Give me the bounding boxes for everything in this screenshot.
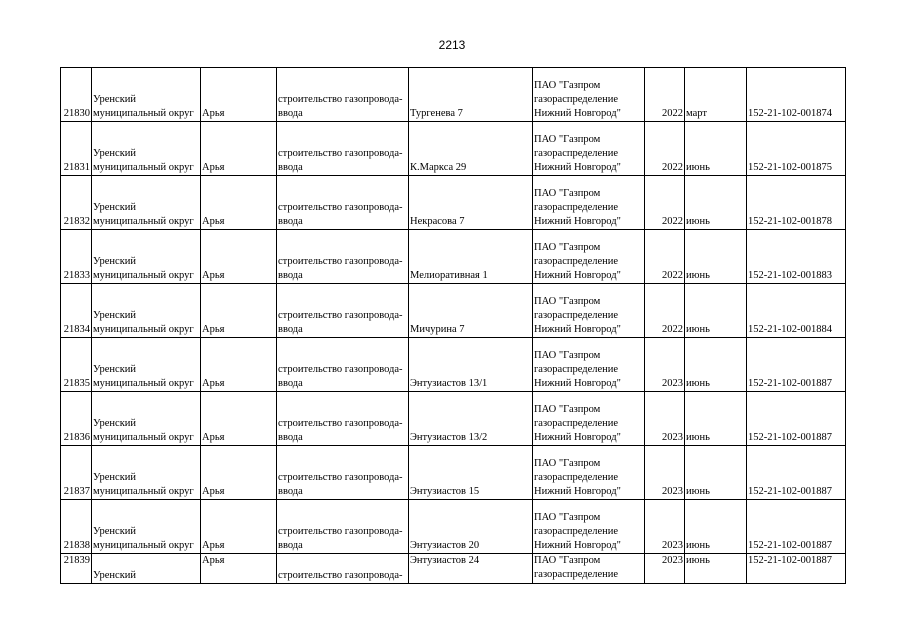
district-cell-line: муниципальный округ: [93, 540, 194, 551]
district-cell-line: Уренский: [93, 256, 137, 267]
organization-cell-line: ПАО "Газпром: [534, 555, 601, 566]
district-cell-line: муниципальный округ: [93, 432, 194, 443]
organization-cell-line: газораспределение: [534, 364, 619, 375]
district-cell-line: Уренский: [93, 418, 137, 429]
table-row: [61, 230, 846, 284]
organization-cell-line: ПАО "Газпром: [534, 350, 601, 361]
locality-cell-line: Арья: [202, 486, 225, 497]
locality-cell: [201, 338, 277, 392]
year-cell-line: 2023: [662, 540, 683, 551]
year-cell-line: 2023: [662, 555, 683, 566]
organization-cell-line: ПАО "Газпром: [534, 404, 601, 415]
address-cell-line: Энтузиастов 20: [410, 540, 480, 551]
month-cell-line: июнь: [686, 540, 710, 551]
district-cell: [92, 284, 201, 338]
work-type-cell-line: ввода: [278, 108, 303, 119]
work-type-cell-line: строительство газопровода-: [278, 256, 403, 267]
year-cell: [645, 176, 685, 230]
year-cell-line: 2023: [662, 378, 683, 389]
code-cell: [747, 68, 846, 122]
year-cell: [645, 554, 685, 584]
address-cell-line: Энтузиастов 13/1: [410, 378, 488, 389]
code-cell: [747, 446, 846, 500]
district-cell: [92, 230, 201, 284]
table-row: [61, 500, 846, 554]
district-cell-line: муниципальный округ: [93, 378, 194, 389]
row-number-cell-line: 21831: [63, 162, 90, 173]
district-cell-line: муниципальный округ: [93, 162, 194, 173]
code-cell-line: 152-21-102-001887: [748, 432, 832, 443]
district-cell-line: муниципальный округ: [93, 270, 194, 281]
organization-cell: [533, 392, 645, 446]
row-number-cell-line: 21832: [63, 216, 90, 227]
row-number-cell: [61, 500, 92, 554]
work-type-cell-line: строительство газопровода-: [278, 364, 403, 375]
row-number-cell: [61, 230, 92, 284]
work-type-cell-line: ввода: [278, 216, 303, 227]
organization-cell-line: газораспределение: [534, 94, 619, 105]
locality-cell: [201, 230, 277, 284]
work-type-cell: [277, 338, 409, 392]
district-cell-line: Уренский: [93, 94, 137, 105]
organization-cell-line: Нижний Новгород": [534, 378, 621, 389]
locality-cell-line: Арья: [202, 162, 225, 173]
year-cell-line: 2022: [662, 216, 683, 227]
address-cell: [409, 446, 533, 500]
month-cell: [685, 392, 747, 446]
organization-cell-line: ПАО "Газпром: [534, 458, 601, 469]
district-cell-line: Уренский: [93, 526, 137, 537]
district-cell-line: Уренский: [93, 310, 137, 321]
month-cell: [685, 68, 747, 122]
organization-cell: [533, 230, 645, 284]
organization-cell-line: ПАО "Газпром: [534, 512, 601, 523]
year-cell-line: 2022: [662, 324, 683, 335]
organization-cell: [533, 122, 645, 176]
district-cell: [92, 446, 201, 500]
month-cell: [685, 554, 747, 584]
district-cell: [92, 68, 201, 122]
work-type-cell: [277, 122, 409, 176]
table-row: [61, 446, 846, 500]
organization-cell-line: газораспределение: [534, 569, 619, 580]
table-row: [61, 122, 846, 176]
locality-cell-line: Арья: [202, 378, 225, 389]
organization-cell-line: газораспределение: [534, 310, 619, 321]
organization-cell-line: газораспределение: [534, 526, 619, 537]
organization-cell: [533, 68, 645, 122]
year-cell: [645, 338, 685, 392]
registry-table: [60, 67, 846, 584]
work-type-cell: [277, 392, 409, 446]
row-number-cell: [61, 176, 92, 230]
work-type-cell: [277, 500, 409, 554]
organization-cell-line: газораспределение: [534, 256, 619, 267]
district-cell: [92, 122, 201, 176]
code-cell: [747, 122, 846, 176]
district-cell-line: Уренский: [93, 148, 137, 159]
district-cell-line: Уренский: [93, 364, 137, 375]
locality-cell-line: Арья: [202, 108, 225, 119]
row-number-cell-line: 21835: [63, 378, 90, 389]
row-number-cell-line: 21830: [63, 108, 90, 119]
code-cell-line: 152-21-102-001878: [748, 216, 832, 227]
organization-cell-line: Нижний Новгород": [534, 162, 621, 173]
month-cell-line: июнь: [686, 324, 710, 335]
organization-cell: [533, 284, 645, 338]
row-number-cell-line: 21833: [63, 270, 90, 281]
locality-cell: [201, 554, 277, 584]
table-row: [61, 68, 846, 122]
address-cell-line: Мичурина 7: [410, 324, 465, 335]
code-cell-line: 152-21-102-001883: [748, 270, 832, 281]
work-type-cell-line: строительство газопровода-: [278, 418, 403, 429]
organization-cell: [533, 500, 645, 554]
table-row: [61, 176, 846, 230]
district-cell: [92, 554, 201, 584]
month-cell: [685, 122, 747, 176]
district-cell: [92, 392, 201, 446]
organization-cell-line: ПАО "Газпром: [534, 242, 601, 253]
locality-cell-line: Арья: [202, 270, 225, 281]
code-cell-line: 152-21-102-001887: [748, 555, 832, 566]
code-cell: [747, 230, 846, 284]
code-cell: [747, 338, 846, 392]
organization-cell-line: газораспределение: [534, 202, 619, 213]
work-type-cell-line: ввода: [278, 432, 303, 443]
code-cell-line: 152-21-102-001874: [748, 108, 832, 119]
month-cell: [685, 446, 747, 500]
address-cell: [409, 176, 533, 230]
work-type-cell: [277, 68, 409, 122]
row-number-cell: [61, 338, 92, 392]
locality-cell: [201, 68, 277, 122]
address-cell-line: Мелиоративная 1: [410, 270, 488, 281]
address-cell-line: Энтузиастов 15: [410, 486, 480, 497]
row-number-cell: [61, 392, 92, 446]
code-cell: [747, 392, 846, 446]
table-row: [61, 392, 846, 446]
page-number: 2213: [438, 38, 466, 52]
district-cell-line: Уренский: [93, 202, 137, 213]
address-cell-line: Некрасова 7: [410, 216, 465, 227]
row-number-cell: [61, 284, 92, 338]
row-number-cell: [61, 554, 92, 584]
organization-cell-line: Нижний Новгород": [534, 270, 621, 281]
work-type-cell-line: ввода: [278, 270, 303, 281]
code-cell-line: 152-21-102-001887: [748, 540, 832, 551]
year-cell: [645, 392, 685, 446]
work-type-cell-line: ввода: [278, 540, 303, 551]
address-cell: [409, 338, 533, 392]
work-type-cell-line: строительство газопровода-: [278, 94, 403, 105]
work-type-cell: [277, 284, 409, 338]
address-cell-line: Энтузиастов 24: [410, 555, 480, 566]
work-type-cell-line: строительство газопровода-: [278, 310, 403, 321]
code-cell: [747, 176, 846, 230]
month-cell-line: июнь: [686, 555, 710, 566]
address-cell: [409, 284, 533, 338]
work-type-cell-line: строительство газопровода-: [278, 472, 403, 483]
district-cell-line: Уренский: [93, 472, 137, 483]
year-cell: [645, 68, 685, 122]
district-cell: [92, 338, 201, 392]
code-cell-line: 152-21-102-001887: [748, 486, 832, 497]
month-cell: [685, 230, 747, 284]
organization-cell-line: Нижний Новгород": [534, 216, 621, 227]
locality-cell: [201, 176, 277, 230]
month-cell: [685, 176, 747, 230]
month-cell: [685, 500, 747, 554]
organization-cell: [533, 554, 645, 584]
row-number-cell: [61, 122, 92, 176]
code-cell: [747, 500, 846, 554]
address-cell: [409, 554, 533, 584]
locality-cell-line: Арья: [202, 216, 225, 227]
month-cell-line: июнь: [686, 162, 710, 173]
district-cell-line: муниципальный округ: [93, 108, 194, 119]
row-number-cell-line: 21838: [63, 540, 90, 551]
district-cell: [92, 176, 201, 230]
work-type-cell-line: строительство газопровода-: [278, 526, 403, 537]
address-cell: [409, 68, 533, 122]
organization-cell-line: Нижний Новгород": [534, 324, 621, 335]
year-cell-line: 2022: [662, 270, 683, 281]
year-cell-line: 2023: [662, 486, 683, 497]
year-cell: [645, 122, 685, 176]
district-cell: [92, 500, 201, 554]
locality-cell: [201, 122, 277, 176]
address-cell-line: Энтузиастов 13/2: [410, 432, 488, 443]
work-type-cell-line: строительство газопровода-: [278, 570, 403, 581]
work-type-cell-line: ввода: [278, 162, 303, 173]
row-number-cell-line: 21837: [63, 486, 90, 497]
organization-cell-line: ПАО "Газпром: [534, 134, 601, 145]
organization-cell-line: ПАО "Газпром: [534, 188, 601, 199]
locality-cell: [201, 446, 277, 500]
address-cell: [409, 230, 533, 284]
month-cell-line: июнь: [686, 216, 710, 227]
year-cell: [645, 230, 685, 284]
organization-cell-line: газораспределение: [534, 418, 619, 429]
code-cell-line: 152-21-102-001884: [748, 324, 832, 335]
organization-cell-line: ПАО "Газпром: [534, 80, 601, 91]
year-cell-line: 2023: [662, 432, 683, 443]
locality-cell: [201, 500, 277, 554]
month-cell-line: июнь: [686, 378, 710, 389]
month-cell: [685, 284, 747, 338]
year-cell-line: 2022: [662, 108, 683, 119]
table-row: [61, 554, 846, 584]
code-cell-line: 152-21-102-001887: [748, 378, 832, 389]
row-number-cell: [61, 446, 92, 500]
organization-cell: [533, 176, 645, 230]
locality-cell-line: Арья: [202, 555, 225, 566]
work-type-cell-line: ввода: [278, 486, 303, 497]
locality-cell-line: Арья: [202, 540, 225, 551]
work-type-cell: [277, 230, 409, 284]
year-cell: [645, 284, 685, 338]
district-cell-line: муниципальный округ: [93, 324, 194, 335]
year-cell-line: 2022: [662, 162, 683, 173]
organization-cell-line: Нижний Новгород": [534, 108, 621, 119]
district-cell-line: муниципальный округ: [93, 486, 194, 497]
work-type-cell: [277, 446, 409, 500]
address-cell-line: К.Маркса 29: [410, 162, 467, 173]
month-cell-line: июнь: [686, 270, 710, 281]
work-type-cell-line: строительство газопровода-: [278, 148, 403, 159]
organization-cell: [533, 446, 645, 500]
work-type-cell-line: строительство газопровода-: [278, 202, 403, 213]
organization-cell-line: Нижний Новгород": [534, 540, 621, 551]
organization-cell-line: газораспределение: [534, 148, 619, 159]
district-cell-line: Уренский: [93, 570, 137, 581]
month-cell-line: март: [686, 108, 707, 119]
year-cell: [645, 500, 685, 554]
work-type-cell-line: ввода: [278, 324, 303, 335]
locality-cell: [201, 392, 277, 446]
table-row: [61, 284, 846, 338]
work-type-cell: [277, 176, 409, 230]
work-type-cell-line: ввода: [278, 378, 303, 389]
district-cell-line: муниципальный округ: [93, 216, 194, 227]
organization-cell-line: газораспределение: [534, 472, 619, 483]
row-number-cell: [61, 68, 92, 122]
address-cell: [409, 122, 533, 176]
row-number-cell-line: 21839: [63, 555, 90, 566]
work-type-cell: [277, 554, 409, 584]
locality-cell-line: Арья: [202, 324, 225, 335]
locality-cell-line: Арья: [202, 432, 225, 443]
organization-cell-line: Нижний Новгород": [534, 432, 621, 443]
organization-cell: [533, 338, 645, 392]
row-number-cell-line: 21834: [63, 324, 90, 335]
code-cell: [747, 554, 846, 584]
organization-cell-line: Нижний Новгород": [534, 486, 621, 497]
month-cell: [685, 338, 747, 392]
address-cell: [409, 500, 533, 554]
month-cell-line: июнь: [686, 432, 710, 443]
registry-body: [61, 68, 846, 584]
year-cell: [645, 446, 685, 500]
row-number-cell-line: 21836: [63, 432, 90, 443]
code-cell: [747, 284, 846, 338]
code-cell-line: 152-21-102-001875: [748, 162, 832, 173]
address-cell: [409, 392, 533, 446]
organization-cell-line: ПАО "Газпром: [534, 296, 601, 307]
locality-cell: [201, 284, 277, 338]
address-cell-line: Тургенева 7: [410, 108, 463, 119]
month-cell-line: июнь: [686, 486, 710, 497]
table-row: [61, 338, 846, 392]
